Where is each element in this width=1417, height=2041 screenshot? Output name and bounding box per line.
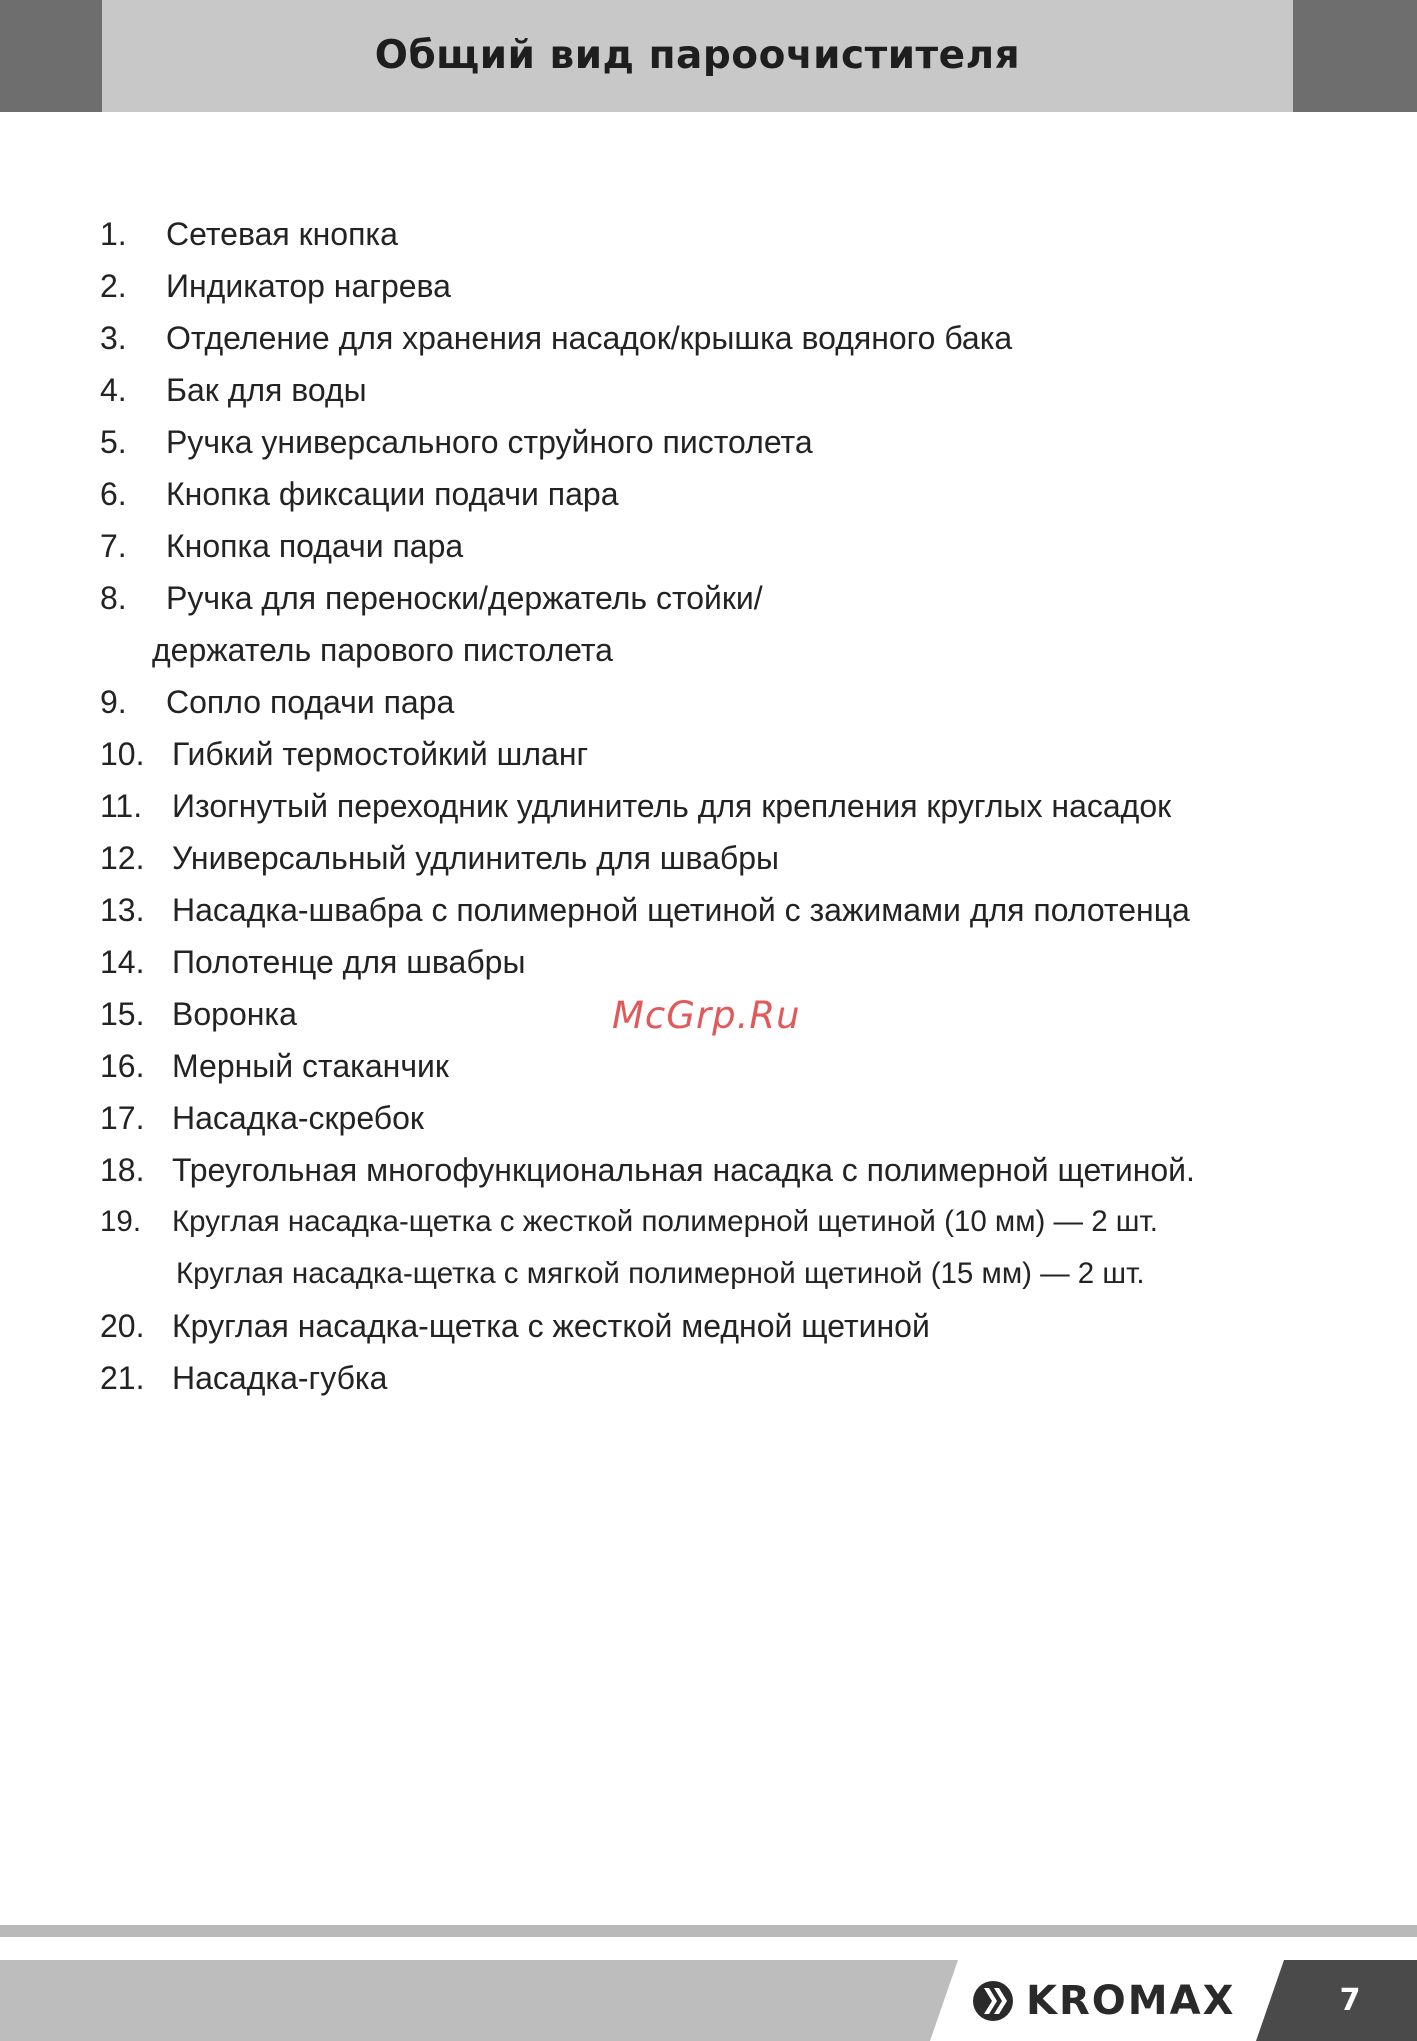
watermark: McGrp.Ru (612, 994, 801, 1037)
item-number: 19. (100, 1205, 142, 1238)
footer-divider (0, 1925, 1417, 1937)
item-number: 21. (100, 1359, 145, 1396)
item-number: 3. (100, 319, 127, 356)
list-item (100, 312, 1377, 364)
list-item (100, 520, 1377, 572)
item-text: Мерный стаканчик (172, 1047, 449, 1084)
list-item (100, 468, 1377, 520)
item-number: 1. (100, 215, 127, 252)
list-item (100, 1144, 1377, 1196)
list-item (100, 884, 1377, 936)
item-number: 5. (100, 423, 127, 460)
list-item (100, 208, 1377, 260)
list-item-continuation: Круглая насадка-щетка с мягкой полимерной щетиной (15 мм) — 2 шт. (176, 1257, 1145, 1290)
item-text: Круглая насадка-щетка с жесткой медной щетиной (172, 1307, 930, 1344)
list-item (100, 728, 1377, 780)
item-number: 12. (100, 839, 145, 876)
item-text: Индикатор нагрева (166, 267, 451, 304)
item-number: 2. (100, 267, 127, 304)
item-text: Сетевая кнопка (166, 215, 398, 252)
item-text: Отделение для хранения насадок/крышка водяного бака (166, 319, 1013, 356)
header-left-block (0, 0, 102, 112)
item-number: 9. (100, 683, 127, 720)
list-item (100, 1300, 1377, 1352)
item-text: Круглая насадка-щетка с жесткой полимерной щетиной (10 мм) — 2 шт. (172, 1205, 1158, 1238)
item-text: Сопло подачи пара (166, 683, 455, 720)
item-text: Универсальный удлинитель для швабры (172, 839, 780, 876)
item-number: 11. (100, 787, 143, 824)
list-item (100, 780, 1377, 832)
item-text: Кнопка фиксации подачи пара (166, 475, 619, 512)
item-number: 8. (100, 579, 127, 616)
item-text: Треугольная многофункциональная насадка с полимерной щетиной. (172, 1151, 1195, 1188)
item-text: Кнопка подачи пара (166, 527, 464, 564)
item-number: 20. (100, 1307, 145, 1344)
item-text: Бак для воды (166, 371, 367, 408)
item-text: Ручка универсального струйного пистолета (166, 423, 813, 460)
list-item (100, 572, 1377, 624)
item-text: Полотенце для швабры (172, 943, 526, 980)
item-text: Насадка-губка (172, 1359, 388, 1396)
item-text: Насадка-швабра с полимерной щетиной с зажимами для полотенца (172, 891, 1190, 928)
list-item (100, 936, 1377, 988)
footer-bar (0, 1960, 980, 2041)
list-item (100, 1196, 1377, 1248)
item-number: 10. (100, 735, 145, 772)
item-text: Ручка для переноски/держатель стойки/ (166, 579, 763, 616)
item-text: Воронка (172, 995, 297, 1032)
list-item (100, 1040, 1377, 1092)
list-item (100, 1092, 1377, 1144)
item-text: Насадка-скребок (172, 1099, 424, 1136)
list-item (100, 1352, 1377, 1404)
item-number: 6. (100, 475, 127, 512)
item-text: Изогнутый переходник удлинитель для крепления круглых насадок (172, 787, 1172, 824)
brand-name: KROMAX (1026, 1978, 1236, 2024)
list-item-continuation: держатель парового пистолета (152, 631, 613, 668)
list-item (100, 416, 1377, 468)
item-number: 14. (100, 943, 145, 980)
kromax-logo-icon (972, 1980, 1014, 2022)
item-number: 15. (100, 995, 145, 1032)
brand-logo (972, 1962, 1235, 2040)
parts-list (100, 208, 1377, 1404)
item-number: 4. (100, 371, 127, 408)
list-item (100, 832, 1377, 884)
header-right-block (1293, 0, 1417, 112)
page-number: 7 (1339, 1983, 1361, 2018)
list-item (100, 676, 1377, 728)
item-text: Гибкий термостойкий шланг (172, 735, 589, 772)
item-number: 13. (100, 891, 145, 928)
list-item (100, 260, 1377, 312)
item-number: 18. (100, 1151, 145, 1188)
list-item (100, 364, 1377, 416)
page-title: Общий вид пароочистителя (374, 33, 1021, 78)
item-number: 16. (100, 1047, 145, 1084)
item-number: 17. (100, 1099, 145, 1136)
item-number: 7. (100, 527, 127, 564)
